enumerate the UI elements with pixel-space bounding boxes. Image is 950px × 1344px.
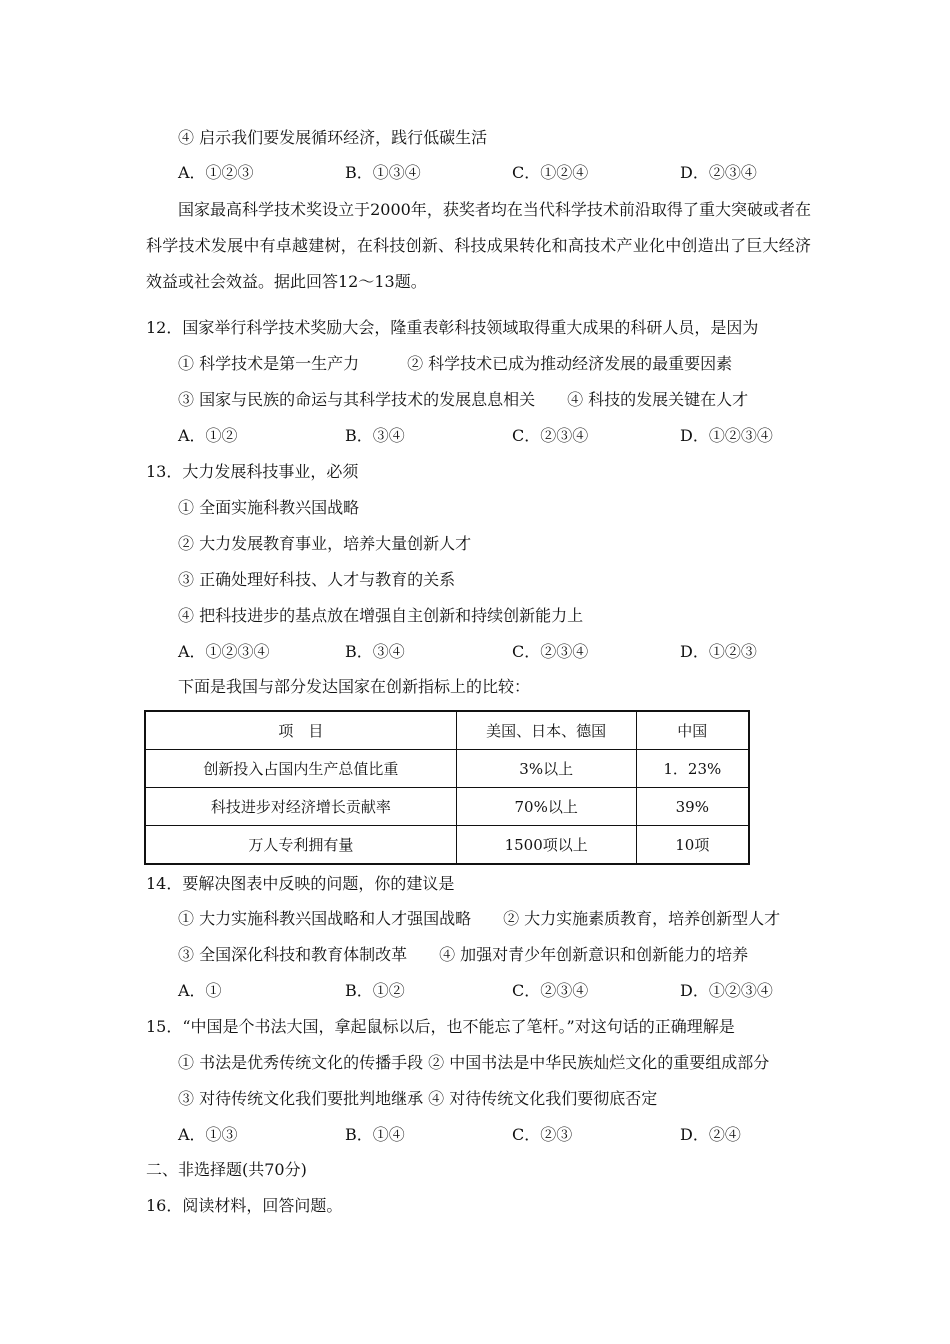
- table-header-item: 项 目: [145, 711, 456, 750]
- q13-option-d: D．①②③: [680, 642, 757, 661]
- table-cell: 70%以上: [456, 788, 636, 826]
- q11-item-4: ④ 启示我们要发展循环经济，践行低碳生活: [178, 128, 488, 147]
- q13-stem: 13．大力发展科技事业，必须: [146, 462, 359, 481]
- table-cell: 10项: [636, 826, 749, 865]
- table-header-china: 中国: [636, 711, 749, 750]
- q13-item-1: ① 全面实施科教兴国战略: [178, 498, 360, 517]
- q11-option-c: C．①②④: [512, 163, 589, 182]
- q14-option-d: D．①②③④: [680, 981, 773, 1000]
- comparison-table: [144, 710, 750, 865]
- q15-option-c: C．②③: [512, 1125, 573, 1144]
- q12-option-a: A．①②: [178, 426, 238, 445]
- table-cell: 万人专利拥有量: [145, 826, 456, 865]
- q13-item-2: ② 大力发展教育事业，培养大量创新人才: [178, 534, 472, 553]
- q14-items-row-1: ① 大力实施科教兴国战略和人才强国战略 ② 大力实施素质教育，培养创新型人才: [178, 909, 781, 928]
- q12-option-d: D．①②③④: [680, 426, 773, 445]
- q16-stem: 16．阅读材料，回答问题。: [146, 1196, 343, 1215]
- q14-items-row-2: ③ 全国深化科技和教育体制改革 ④ 加强对青少年创新意识和创新能力的培养: [178, 945, 749, 964]
- q15-items-row-1: ① 书法是优秀传统文化的传播手段 ② 中国书法是中华民族灿烂文化的重要组成部分: [178, 1053, 770, 1072]
- q13-item-4: ④ 把科技进步的基点放在增强自主创新和持续创新能力上: [178, 606, 584, 625]
- q12-items-row-1: ① 科学技术是第一生产力 ② 科学技术已成为推动经济发展的最重要因素: [178, 354, 733, 373]
- table-cell: 39%: [636, 788, 749, 826]
- q14-option-b: B．①②: [345, 981, 405, 1000]
- table-intro: 下面是我国与部分发达国家在创新指标上的比较：: [178, 677, 531, 696]
- table-cell: 科技进步对经济增长贡献率: [145, 788, 456, 826]
- q15-items-row-2: ③ 对待传统文化我们要批判地继承 ④ 对待传统文化我们要彻底否定: [178, 1089, 658, 1108]
- q15-option-b: B．①④: [345, 1125, 405, 1144]
- material-paragraph: 国家最高科学技术奖设立于2000年，获奖者均在当代科学技术前沿取得了重大突破或者在科学技术发展中有卓越建树，在科技创新、科技成果转化和高技术产业化中创造出了巨大经济效益或社会效益。据此回答12～13题。: [146, 200, 811, 291]
- q15-option-a: A．①③: [178, 1125, 238, 1144]
- table-cell: 1．23%: [636, 750, 749, 788]
- table-row: [145, 750, 749, 788]
- q11-option-d: D．②③④: [680, 163, 757, 182]
- section-2-heading: 二、非选择题(共70分): [146, 1160, 307, 1179]
- table-row: [145, 826, 749, 865]
- table-cell: 创新投入占国内生产总值比重: [145, 750, 456, 788]
- table-cell: 3%以上: [456, 750, 636, 788]
- q12-option-b: B．③④: [345, 426, 405, 445]
- table-cell: 1500项以上: [456, 826, 636, 865]
- q14-option-a: A．①: [178, 981, 222, 1000]
- q12-stem: 12．国家举行科学技术奖励大会，隆重表彰科技领域取得重大成果的科研人员，是因为: [146, 318, 759, 337]
- q11-option-b: B．①③④: [345, 163, 421, 182]
- q13-option-b: B．③④: [345, 642, 405, 661]
- q14-stem: 14．要解决图表中反映的问题，你的建议是: [146, 874, 455, 893]
- q12-option-c: C．②③④: [512, 426, 589, 445]
- q15-option-d: D．②④: [680, 1125, 741, 1144]
- table-header-row: [145, 711, 749, 750]
- q14-option-c: C．②③④: [512, 981, 589, 1000]
- table-header-developed: 美国、日本、德国: [456, 711, 636, 750]
- q13-option-c: C．②③④: [512, 642, 589, 661]
- q11-option-a: A．①②③: [178, 163, 254, 182]
- q15-stem: 15．“中国是个书法大国，拿起鼠标以后，也不能忘了笔杆。”对这句话的正确理解是: [146, 1017, 735, 1036]
- q13-option-a: A．①②③④: [178, 642, 270, 661]
- q13-item-3: ③ 正确处理好科技、人才与教育的关系: [178, 570, 456, 589]
- table-row: [145, 788, 749, 826]
- q12-items-row-2: ③ 国家与民族的命运与其科学技术的发展息息相关 ④ 科技的发展关键在人才: [178, 390, 749, 409]
